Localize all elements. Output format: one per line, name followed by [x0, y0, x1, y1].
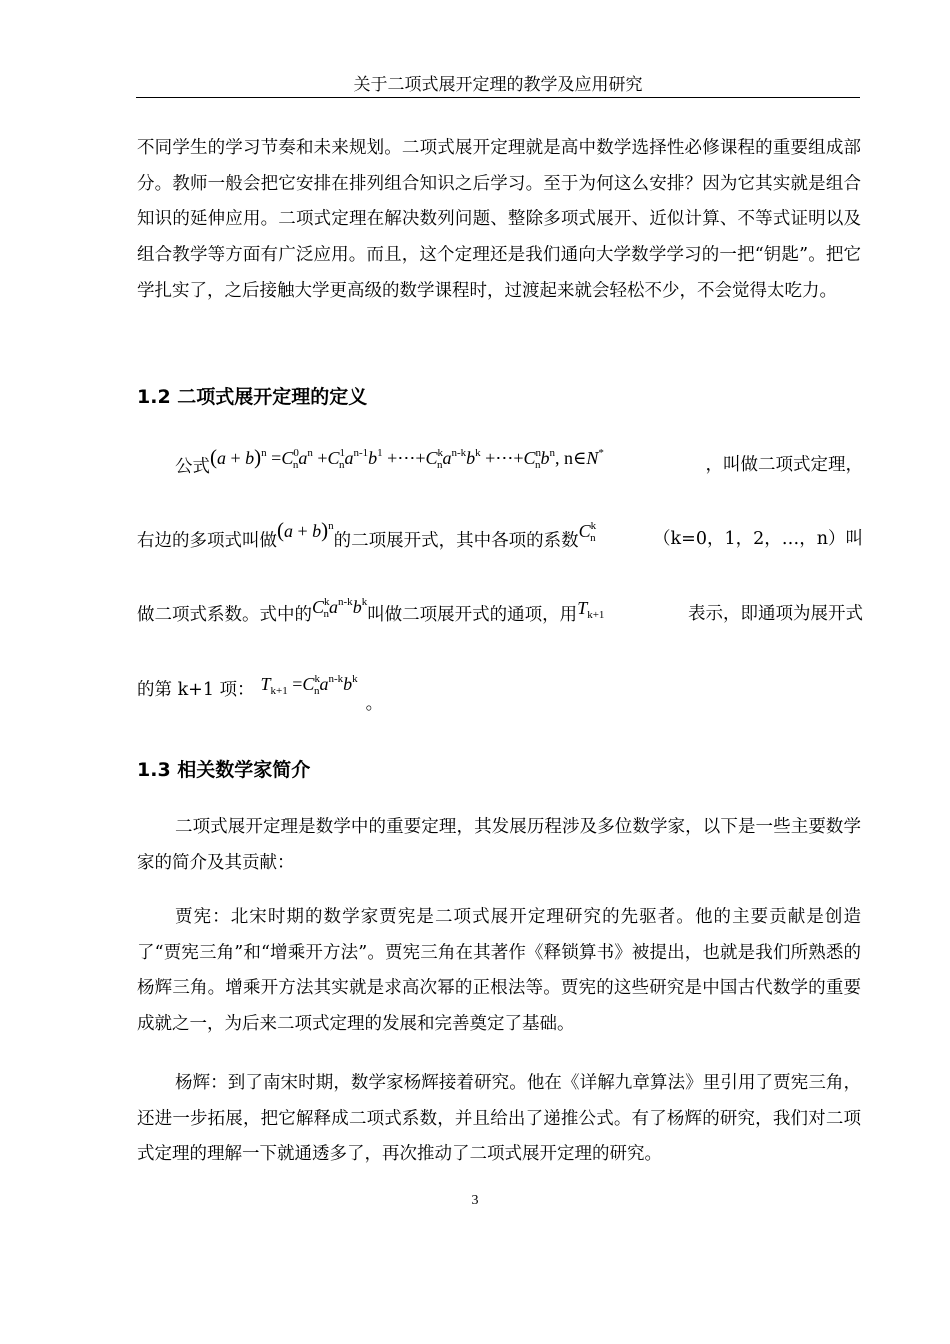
binomial-theorem-formula: $(a + b)^n =C^0_na^n +C^1_na^{n-1}b^1$ $+\cdots+C^k_na^{n-k}b^k$ $+\cdots+C^n_nb^n$, n∈N* [210, 445, 604, 471]
definition-line-1 [175, 445, 863, 480]
binomial-coefficient-expression: $C^k_n$ [578, 520, 597, 544]
definition-line-3-suffix: 表示，即通项为展开式 [688, 604, 863, 624]
general-term-expression: $C^k_na^{n-k}b^k$ [312, 596, 368, 620]
definition-line-4-prefix: 的第 k+1 项： [137, 680, 255, 700]
definition-line-1-prefix: 公式 [175, 457, 210, 477]
paragraph-yang-hui: 杨辉：到了南宋时期，数学家杨辉接着研究。他在《详解九章算法》里引用了贾宪三角，还进一步拓展，把它解释成二项式系数，并且给出了递推公式。有了杨辉的研究，我们对二项式定理的理解一下就通透多了，再次推动了二项式展开定理的研究。 [137, 1073, 861, 1165]
definition-line-3-prefix: 做二项式系数。式中的 [137, 605, 312, 625]
section-heading-1-2: 1.2 二项式展开定理的定义 [137, 386, 368, 408]
paragraph-jia-xian: 贾宪：北宋时期的数学家贾宪是二项式展开定理研究的先驱者。他的主要贡献是创造了“贾宪三角”和“增乘开方法”。贾宪三角在其著作《释锁算书》被提出，也就是我们所熟悉的杨辉三角。增乘开方法其实就是求高次幂的正根法等。贾宪的这些研究是中国古代数学的重要成就之一，为后来二项式定理的发展和完善奠定了基础。 [137, 907, 861, 1035]
definition-line-4 [137, 673, 863, 714]
binomial-power-expression: $(a + b)^n$ [277, 518, 334, 542]
definition-line-2-prefix: 右边的多项式叫做 [137, 531, 277, 551]
section-heading-1-3: 1.3 相关数学家简介 [137, 759, 311, 781]
definition-line-4-suffix: 。 [365, 694, 384, 714]
page-number: 3 [471, 1193, 479, 1208]
definition-line-3-mid: 叫做二项展开式的通项，用 [367, 605, 578, 625]
definition-line-3 [137, 596, 863, 628]
term-symbol-expression: $T_{k+1}$ [577, 598, 605, 621]
definition-line-2-suffix: （k=0，1，2，…，n）叫 [653, 529, 863, 549]
running-header-title: 关于二项式展开定理的教学及应用研究 [353, 75, 643, 95]
paragraph-intro-continuation: 不同学生的学习节奏和未来规划。二项式展开定理就是高中数学选择性必修课程的重要组成部分。教师一般会把它安排在排列组合知识之后学习。至于为何这么安排？因为它其实就是组合知识的延伸应用。二项式定理在解决数列问题、整除多项式展开、近似计算、不等式证明以及组合教学等方面有广泛应用。而且，这个定理还是我们通向大学数学学习的一把“钥匙”。把它学扎实了，之后接触大学更高级的数学课程时，过渡起来就会轻松不少，不会觉得太吃力。 [137, 138, 861, 301]
general-term-formula: $T_{k+1} =C^k_na^{n-k}b^k$ [260, 673, 358, 697]
definition-line-1-suffix: ，叫做二项式定理， [705, 455, 863, 475]
definition-line-2 [137, 518, 863, 554]
paragraph-mathematicians-intro: 二项式展开定理是数学中的重要定理，其发展历程涉及多位数学家，以下是一些主要数学家的简介及其贡献： [137, 817, 861, 873]
header-divider [136, 97, 860, 98]
definition-line-2-mid: 的二项展开式，其中各项的系数 [333, 531, 579, 551]
